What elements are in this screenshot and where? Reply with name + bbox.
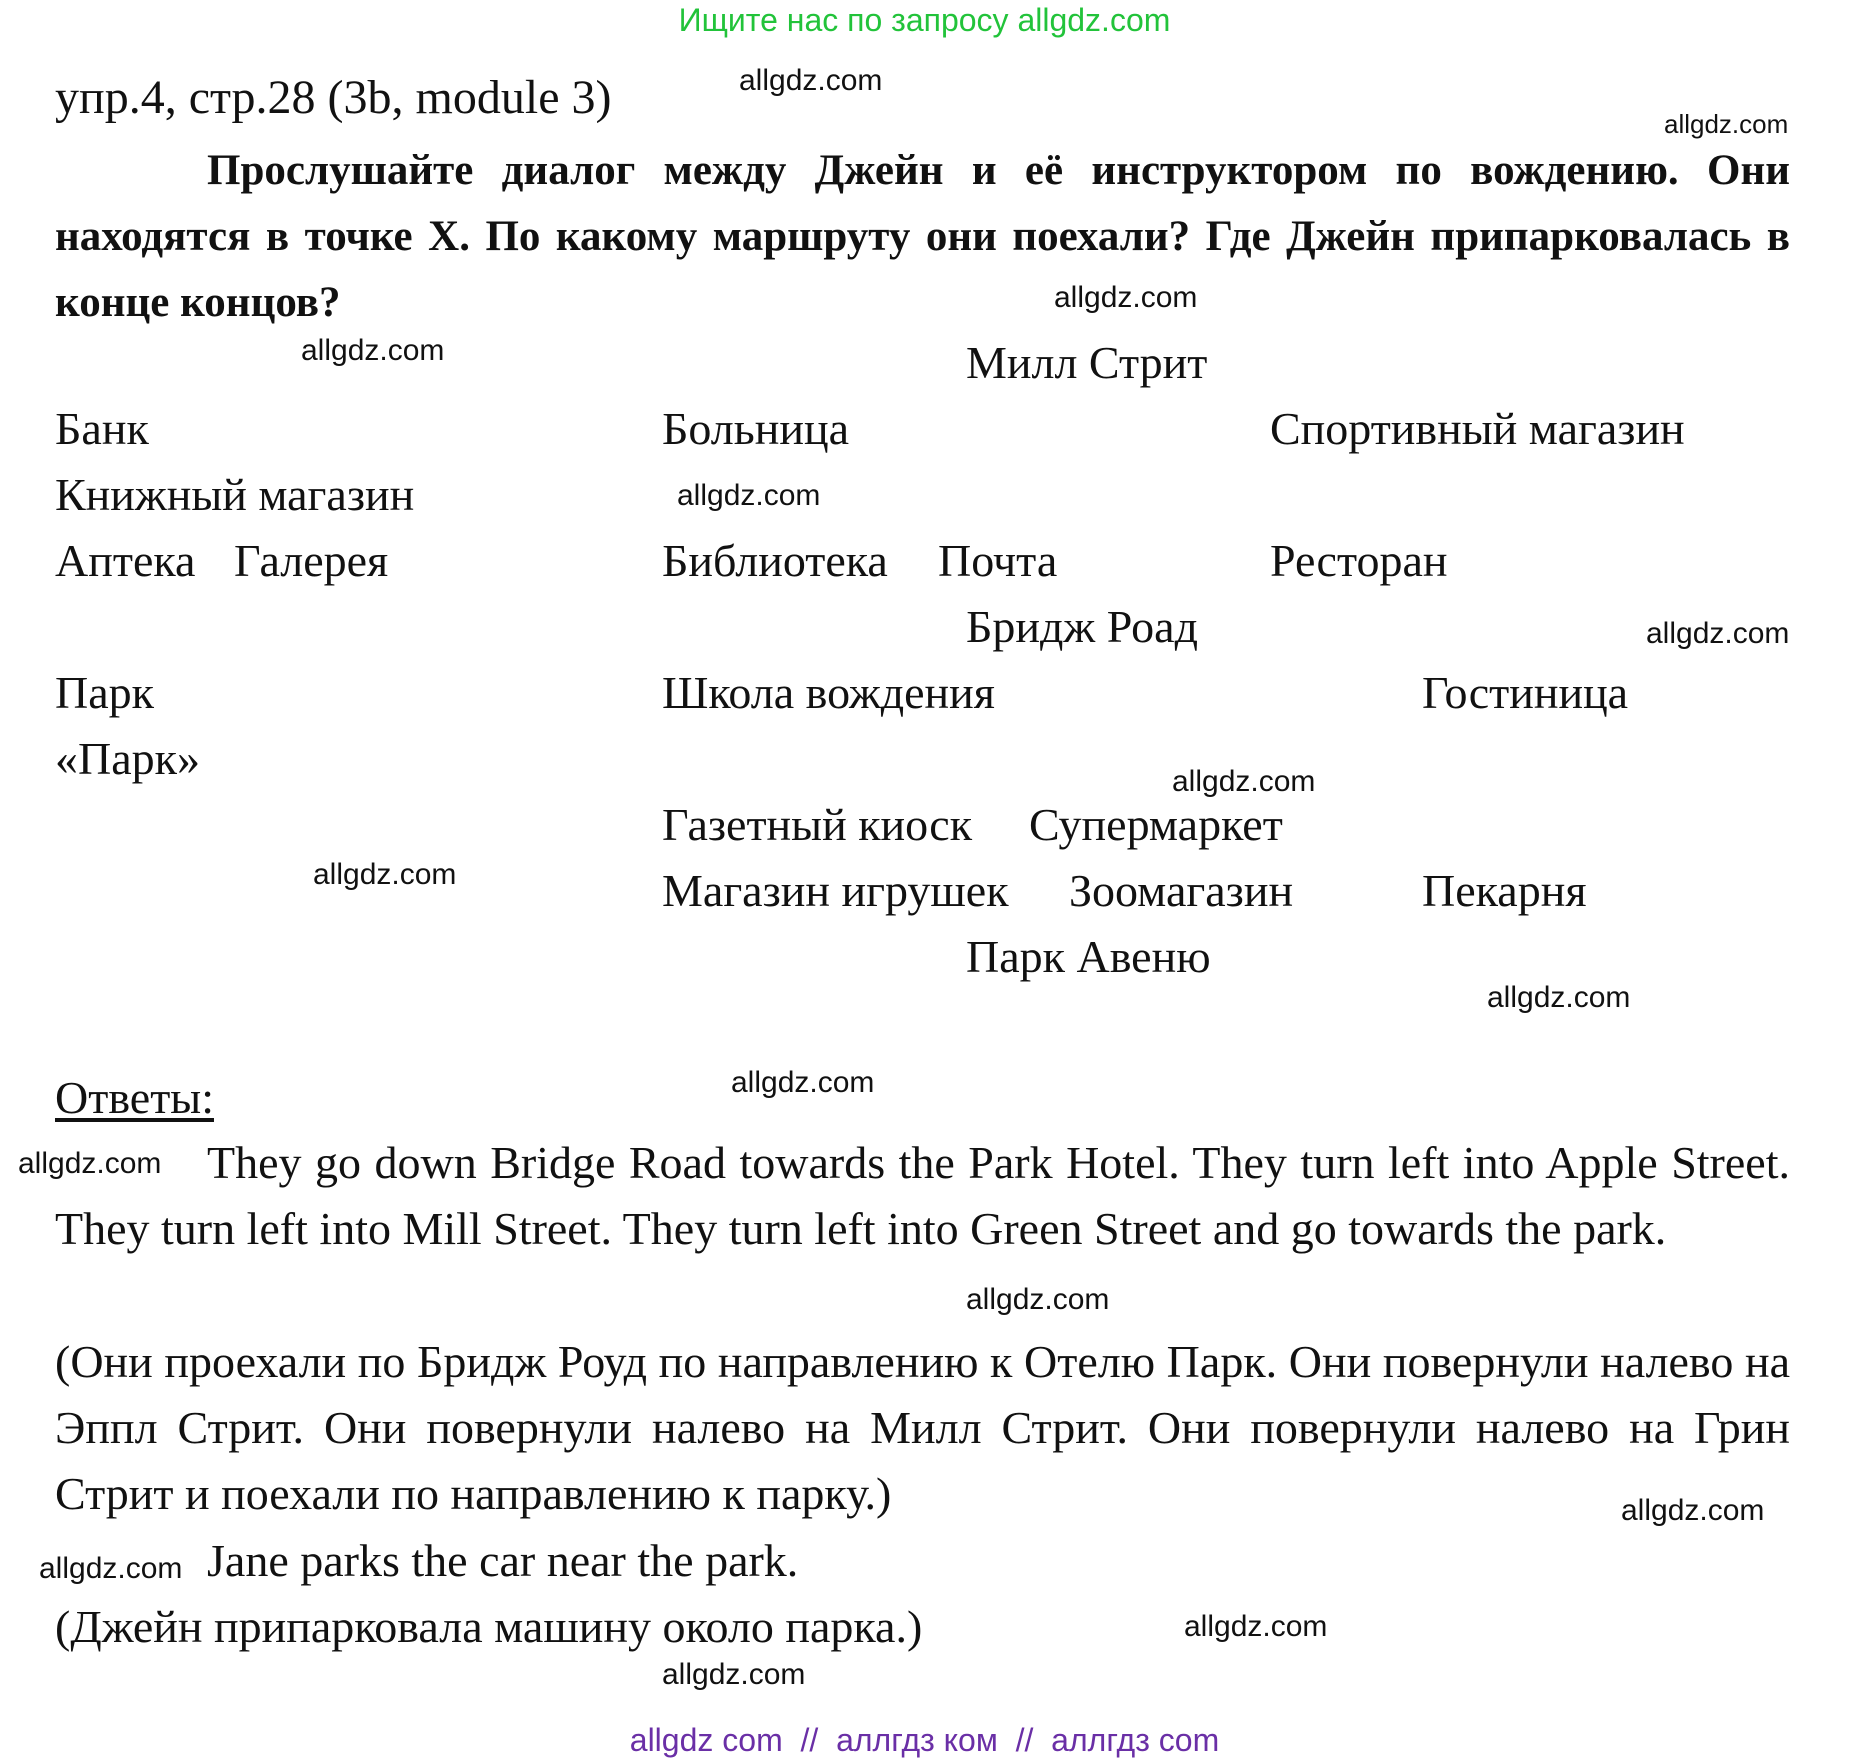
watermark: allgdz.com	[313, 858, 457, 891]
answer-1-english: They go down Bridge Road towards the Park Hotel. They turn left into Apple Street. They turn left into Mill Street. They turn left into Green Street and go towards the park.	[55, 1137, 1790, 1254]
watermark: allgdz.com	[731, 1066, 875, 1099]
watermark: allgdz.com	[1621, 1494, 1765, 1527]
map-bakery: Пекарня	[1422, 865, 1587, 916]
map-chemist: Аптека	[55, 535, 196, 586]
watermark: allgdz.com	[1054, 281, 1198, 314]
map-library: Библиотека	[662, 535, 888, 586]
task-instructions: Прослушайте диалог между Джейн и её инструктором по вождению. Они находятся в точке X. По какому маршруту они поехали? Где Джейн припарковалась в конце концов?	[55, 147, 1790, 326]
map-hotel: Гостиница	[1422, 667, 1629, 718]
watermark: allgdz.com	[18, 1147, 162, 1180]
map-driving-school: Школа вождения	[662, 667, 995, 718]
top-banner-link[interactable]: Ищите нас по запросу allgdz.com	[678, 2, 1171, 38]
map-post-office: Почта	[938, 535, 1058, 586]
watermark: allgdz.com	[1184, 1610, 1328, 1643]
exercise-title: упр.4, стр.28 (3b, module 3)	[55, 71, 612, 124]
map-street-bridge: Бридж Роад	[966, 601, 1198, 652]
answer-2-english: Jane parks the car near the park.	[207, 1535, 799, 1586]
map-park: Парк	[55, 667, 154, 718]
answers-heading: Ответы:	[55, 1072, 214, 1123]
map-bank: Банк	[55, 403, 149, 454]
map-street-park-avenue: Парк Авеню	[966, 931, 1211, 982]
watermark: allgdz.com	[677, 479, 821, 512]
map-toy-shop: Магазин игрушек	[662, 865, 1009, 916]
watermark: allgdz.com	[662, 1658, 806, 1691]
answer-2-russian: (Джейн припарковала машину около парка.)	[55, 1601, 923, 1652]
watermark: allgdz.com	[1172, 765, 1316, 798]
map-newsagent: Газетный киоск	[662, 799, 973, 850]
map-gallery: Галерея	[234, 535, 389, 586]
map-hospital: Больница	[662, 403, 850, 454]
watermark: allgdz.com	[301, 334, 445, 367]
watermark: allgdz.com	[966, 1283, 1110, 1316]
map-street-mill: Милл Стрит	[966, 337, 1208, 388]
map-restaurant: Ресторан	[1270, 535, 1448, 586]
map-sports-shop: Спортивный магазин	[1270, 403, 1685, 454]
watermark: allgdz.com	[39, 1552, 183, 1585]
map-hotel-park: «Парк»	[55, 733, 200, 784]
watermark: allgdz.com	[739, 64, 883, 97]
map-supermarket: Супермаркет	[1029, 799, 1283, 850]
footer-links[interactable]: allgdz com // аллгдз ком // аллгдз com	[629, 1722, 1220, 1758]
watermark: allgdz.com	[1646, 617, 1790, 650]
map-pet-shop: Зоомагазин	[1069, 865, 1294, 916]
map-bookshop: Книжный магазин	[55, 469, 415, 520]
watermark: allgdz.com	[1664, 109, 1789, 139]
answer-1-russian: (Они проехали по Бридж Роуд по направлению к Отелю Парк. Они повернули налево на Эппл Стрит. Они повернули налево на Милл Стрит. Они повернули налево на Грин Стрит и поехали по направлению к парку.)	[55, 1336, 1790, 1519]
watermark: allgdz.com	[1487, 981, 1631, 1014]
